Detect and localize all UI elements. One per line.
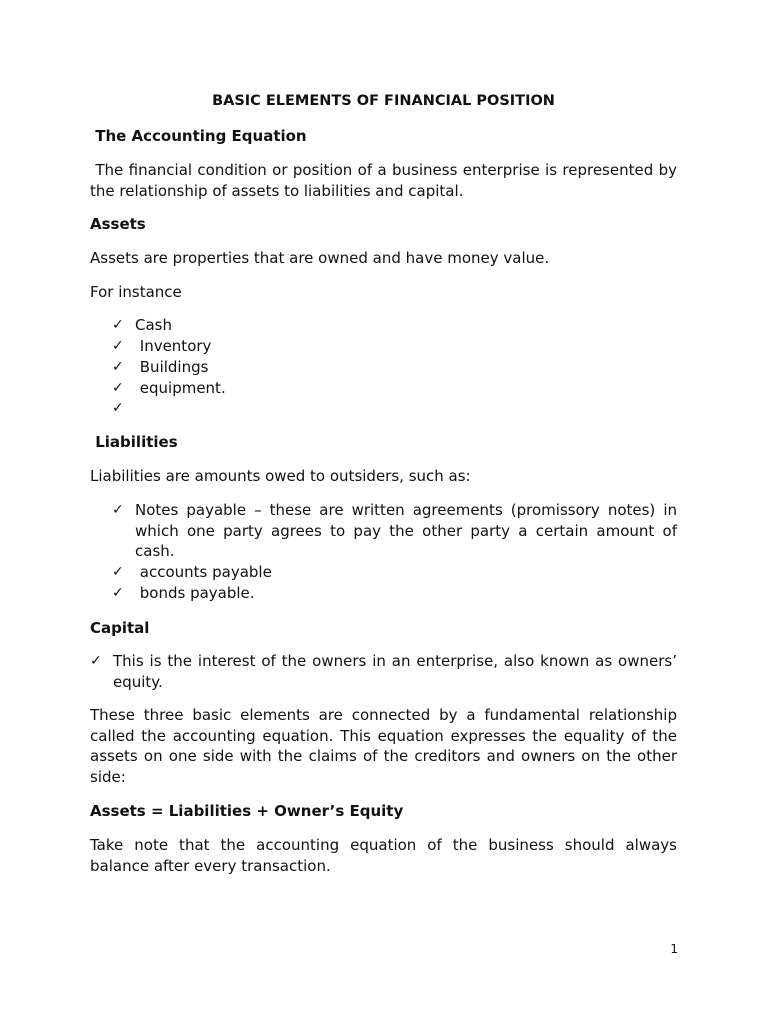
- check-icon: ✓: [112, 380, 124, 396]
- heading-assets: Assets: [90, 215, 146, 233]
- heading-accounting-equation: The Accounting Equation: [90, 127, 307, 145]
- document-title: BASIC ELEMENTS OF FINANCIAL POSITION: [212, 93, 555, 109]
- paragraph-relationship: These three basic elements are connected by a fundamental relationship called the accounting equation. This equation expresses the equality of the assets on one side with the claims of the creditors and owners on the other side:: [90, 706, 677, 787]
- list-item-text: bonds payable.: [135, 584, 255, 602]
- heading-capital: Capital: [90, 619, 150, 637]
- accounting-equation-formula: Assets = Liabilities + Owner’s Equity: [90, 802, 404, 820]
- heading-liabilities: Liabilities: [90, 433, 178, 451]
- check-icon: ✓: [112, 564, 124, 580]
- list-item-text: This is the interest of the owners in an enterprise, also known as owners’ equity.: [113, 652, 677, 691]
- check-icon: ✓: [112, 359, 124, 375]
- check-icon: ✓: [112, 400, 124, 416]
- check-icon: ✓: [112, 585, 124, 601]
- list-item-text: accounts payable: [135, 563, 272, 581]
- paragraph-closing: Take note that the accounting equation of the business should always balance after every transaction.: [90, 836, 677, 875]
- list-item-text: Inventory: [135, 337, 212, 355]
- check-icon: ✓: [112, 338, 124, 354]
- list-item-text: equipment.: [135, 379, 226, 397]
- check-icon: ✓: [112, 317, 124, 333]
- paragraph-assets: Assets are properties that are owned and have money value.: [90, 249, 550, 267]
- list-item-text: Notes payable – these are written agreements (promissory notes) in which one party agrees to pay the other party a certain amount of cash.: [135, 501, 677, 561]
- check-icon: ✓: [112, 502, 124, 518]
- paragraph-liabilities: Liabilities are amounts owed to outsiders, such as:: [90, 467, 471, 485]
- list-item-text: Buildings: [135, 358, 209, 376]
- list-item-text: Cash: [135, 316, 172, 334]
- check-icon: ✓: [90, 653, 102, 669]
- paragraph-for-instance: For instance: [90, 283, 182, 301]
- paragraph-accounting-equation: The financial condition or position of a business enterprise is represented by the relationship of assets to liabilities and capital.: [90, 161, 682, 200]
- page-number: 1: [670, 942, 678, 956]
